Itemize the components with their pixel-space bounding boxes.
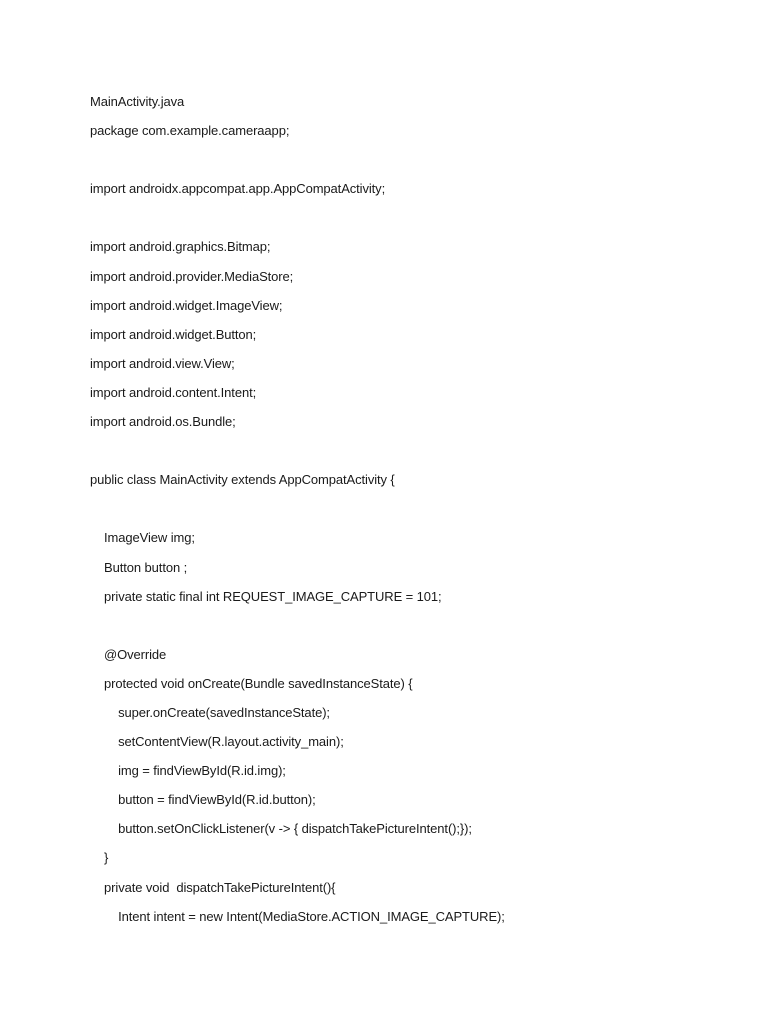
code-line: img = findViewById(R.id.img);	[90, 763, 286, 779]
code-line: ImageView img;	[90, 530, 195, 546]
code-listing	[90, 91, 750, 935]
blank-line	[90, 498, 750, 527]
code-line: import android.widget.ImageView;	[90, 297, 283, 313]
code-line: import android.provider.MediaStore;	[90, 268, 294, 284]
code-line: import android.os.Bundle;	[90, 414, 236, 430]
code-line: Button button ;	[90, 559, 188, 575]
code-line: }	[90, 850, 109, 866]
code-line: import android.graphics.Bitmap;	[90, 239, 271, 255]
code-line: super.onCreate(savedInstanceState);	[90, 704, 330, 720]
code-line: import android.view.View;	[90, 355, 235, 371]
code-line: public class MainActivity extends AppCompatActivity {	[90, 472, 395, 488]
code-line: import androidx.appcompat.app.AppCompatActivity;	[90, 181, 386, 197]
blank-line	[90, 440, 750, 469]
code-line: private static final int REQUEST_IMAGE_CAPTURE = 101;	[90, 588, 442, 604]
code-line: private void dispatchTakePictureIntent(){	[90, 879, 336, 895]
code-line: package com.example.cameraapp;	[90, 123, 290, 139]
blank-line	[90, 207, 750, 236]
code-line: import android.widget.Button;	[90, 326, 257, 342]
code-line: protected void onCreate(Bundle savedInstanceState) {	[90, 675, 413, 691]
code-line: Intent intent = new Intent(MediaStore.ACTION_IMAGE_CAPTURE);	[90, 908, 505, 924]
code-line: setContentView(R.layout.activity_main);	[90, 734, 344, 750]
code-line: @Override	[90, 646, 167, 662]
blank-line	[90, 615, 750, 644]
code-line: button.setOnClickListener(v -> { dispatchTakePictureIntent();});	[90, 821, 472, 837]
file-title-line: MainActivity.java	[90, 94, 185, 109]
code-line: button = findViewById(R.id.button);	[90, 792, 316, 808]
blank-line	[90, 149, 750, 178]
code-line: import android.content.Intent;	[90, 384, 257, 400]
